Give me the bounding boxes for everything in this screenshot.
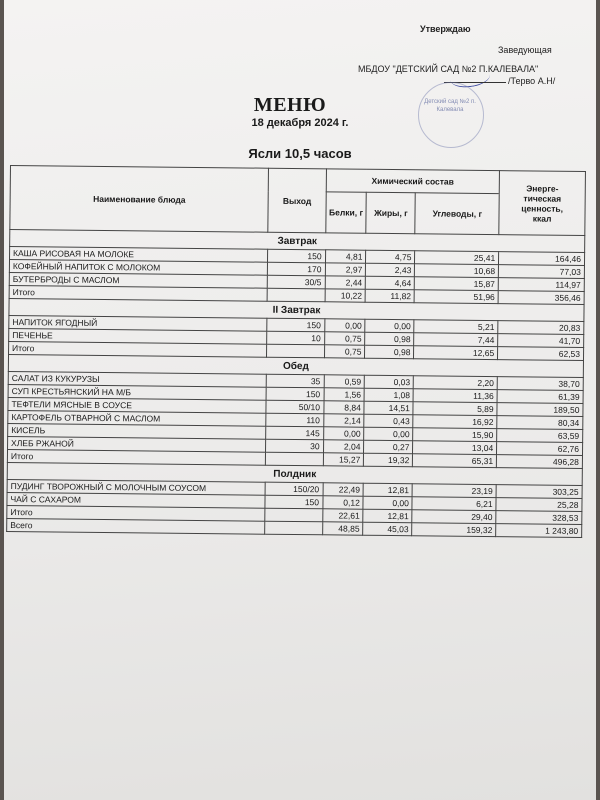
dish-carbs: 15,90 [413,428,497,442]
dish-output: 150 [266,387,323,401]
total-energy: 328,53 [496,511,582,525]
dish-carbs: 13,04 [413,441,497,455]
total-carbs: 29,40 [412,510,496,524]
dish-output: 30/5 [268,275,325,289]
total-fat: 12,81 [363,509,412,523]
position-label: Заведующая [498,45,552,55]
total-carbs: 51,96 [415,290,499,304]
dish-carbs: 25,41 [415,251,499,265]
dish-protein: 2,04 [323,440,364,453]
dish-name: КАРТОФЕЛЬ ОТВАРНОЙ С МАСЛОМ [8,410,266,426]
dish-energy: 20,83 [498,321,584,335]
dish-name: КИСЕЛЬ [8,423,266,439]
dish-output: 145 [266,426,323,440]
dish-name: ТЕФТЕЛИ МЯСНЫЕ В СОУСЕ [8,397,266,413]
total-output [266,452,323,466]
total-label: Итого [7,449,265,465]
dish-fat: 4,64 [366,276,415,290]
total-output [265,508,322,522]
dish-output: 150/20 [265,482,322,496]
dish-fat: 0,00 [363,496,412,510]
dish-fat: 0,27 [364,440,413,454]
section-title: Обед [8,354,583,377]
dish-energy: 38,70 [497,377,583,391]
dish-carbs: 11,36 [413,389,497,403]
dish-name: ХЛЕБ РЖАНОЙ [8,436,266,452]
dish-output: 50/10 [266,400,323,414]
signatory-name: /Терво А.Н/ [508,76,556,86]
dish-name: ПУДИНГ ТВОРОЖНЫЙ С МОЛОЧНЫМ СОУСОМ [7,479,265,495]
section-title: Полдник [7,462,582,485]
dish-carbs: 10,68 [415,264,499,278]
dish-fat: 0,98 [365,332,414,346]
dish-protein: 2,14 [323,414,364,427]
grand-total-energy: 1 243,80 [496,524,582,538]
total-protein: 10,22 [325,289,366,302]
dish-protein: 0,12 [322,496,363,509]
dish-energy: 164,46 [499,252,585,266]
column-header-output: Выход [268,168,326,233]
total-label: Итого [9,341,267,357]
dish-output: 170 [268,262,325,276]
total-carbs: 12,65 [414,346,498,360]
dish-output: 110 [266,413,323,427]
dish-protein: 1,56 [324,388,365,401]
dish-carbs: 5,21 [414,320,498,334]
total-energy: 62,53 [498,347,584,361]
energy-label-4: ккал [532,212,552,224]
dish-name: НАПИТОК ЯГОДНЫЙ [9,315,267,331]
dish-fat: 0,00 [364,427,413,441]
dish-name: КОФЕЙНЫЙ НАПИТОК С МОЛОКОМ [9,260,267,276]
grand-total-carbs: 159,32 [412,523,496,537]
dish-energy: 41,70 [498,334,584,348]
grand-total-fat: 45,03 [363,522,412,536]
dish-energy: 61,39 [497,390,583,404]
column-header-fat: Жиры, г [366,192,415,234]
page-title: МЕНЮ [253,94,327,116]
dish-carbs: 7,44 [414,333,498,347]
menu-table [6,165,586,538]
dish-fat: 0,43 [364,414,413,428]
dish-fat: 0,00 [365,319,414,333]
dish-carbs: 5,89 [413,402,497,416]
total-fat: 0,98 [365,345,414,359]
total-protein: 22,61 [322,509,363,522]
dish-fat: 1,08 [364,388,413,402]
dish-output: 10 [267,331,324,345]
dish-protein: 22,49 [323,483,364,496]
dish-fat: 12,81 [363,483,412,497]
dish-energy: 114,97 [498,278,584,292]
dish-energy: 62,76 [497,442,583,456]
total-label: Итого [9,285,267,301]
dish-energy: 25,28 [496,498,582,512]
column-header-energy [499,171,585,236]
organization-name: МБДОУ "ДЕТСКИЙ САД №2 П.КАЛЕВАЛА" [358,64,539,74]
energy-label-2: тическая [523,192,562,204]
total-output [267,288,324,302]
dish-name: СУП КРЕСТЬЯНСКИЙ НА М/Б [8,384,266,400]
grand-total-protein: 48,85 [322,522,363,535]
dish-protein: 0,00 [323,427,364,440]
approve-label: Утверждаю [420,24,471,34]
total-energy: 356,46 [498,291,584,305]
total-label: Итого [7,505,265,521]
total-fat: 19,32 [364,453,413,467]
dish-fat: 2,43 [366,263,415,277]
column-header-name: Наименование блюда [10,166,269,233]
total-protein: 15,27 [323,453,364,466]
dish-name: ЧАЙ С САХАРОМ [7,492,265,508]
section-title: Завтрак [10,230,585,253]
dish-protein: 2,97 [325,263,366,276]
total-output [267,344,324,358]
menu-body [7,230,585,538]
dish-fat: 4,75 [366,250,415,264]
stamp-seal [418,82,484,148]
dish-carbs: 16,92 [413,415,497,429]
menu-date: 18 декабря 2024 г. [251,117,349,129]
dish-output: 150 [268,249,325,263]
dish-protein: 0,00 [324,319,365,332]
dish-energy: 189,50 [497,403,583,417]
dish-name: САЛАТ ИЗ КУКУРУЗЫ [8,371,266,387]
section-title: II Завтрак [9,298,584,321]
total-energy: 496,28 [497,455,583,469]
dish-energy: 63,59 [497,429,583,443]
dish-carbs: 2,20 [414,376,498,390]
dish-name: КАША РИСОВАЯ НА МОЛОКЕ [10,247,268,263]
energy-label-1: Энерге- [526,182,559,194]
dish-output: 150 [265,495,322,509]
dish-protein: 8,84 [323,401,364,414]
dish-protein: 0,75 [324,332,365,345]
grand-total-label: Всего [7,518,265,534]
dish-fat: 14,51 [364,401,413,415]
total-protein: 0,75 [324,345,365,358]
total-carbs: 65,31 [413,454,497,468]
dish-carbs: 23,19 [412,484,496,498]
dish-output: 35 [267,374,324,388]
grand-total-output [265,521,322,535]
column-header-carbs: Углеводы, г [415,193,499,235]
dish-output: 30 [266,439,323,453]
dish-carbs: 6,21 [412,497,496,511]
dish-energy: 80,34 [497,416,583,430]
dish-energy: 303,25 [496,485,582,499]
dish-protein: 0,59 [324,375,365,388]
dish-fat: 0,03 [365,375,414,389]
dish-carbs: 15,87 [415,277,499,291]
column-header-chemical: Химический состав [326,169,500,194]
column-header-protein: Белки, г [325,192,366,233]
menu-subtitle: Ясли 10,5 часов [248,146,352,161]
dish-name: ПЕЧЕНЬЕ [9,328,267,344]
dish-protein: 2,44 [325,276,366,289]
dish-energy: 77,03 [499,265,585,279]
dish-output: 150 [267,318,324,332]
energy-label-3: ценность, [521,202,564,214]
total-fat: 11,82 [365,289,414,303]
stamp-text: Детский сад №2 п. Калевала [424,99,476,113]
dish-name: БУТЕРБРОДЫ С МАСЛОМ [9,272,267,288]
dish-protein: 4,81 [325,250,366,263]
